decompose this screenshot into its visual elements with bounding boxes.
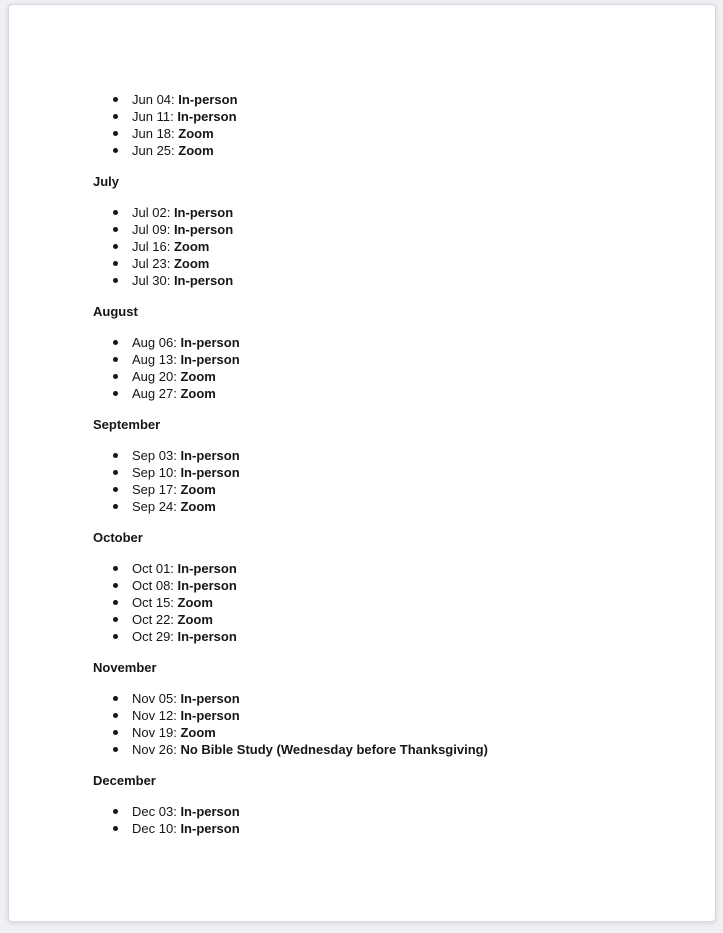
bullet-icon: [113, 340, 118, 345]
date-separator: :: [171, 126, 179, 141]
date-separator: :: [166, 205, 174, 220]
bullet-icon: [113, 261, 118, 266]
bullet-icon: [113, 504, 118, 509]
list-item: [93, 91, 675, 108]
meeting-mode: Zoom: [180, 482, 216, 497]
date-label: Jun 25: [132, 143, 172, 158]
meeting-mode: In-person: [180, 821, 240, 836]
list-item: [93, 255, 675, 272]
date-label: Dec 03: [132, 804, 174, 819]
date-list: [93, 560, 675, 645]
date-label: Nov 26: [132, 742, 174, 757]
bullet-icon: [113, 97, 118, 102]
list-item: [93, 560, 675, 577]
date-separator: :: [173, 386, 181, 401]
bullet-icon: [113, 148, 118, 153]
month-heading: November: [93, 660, 157, 675]
meeting-mode: In-person: [173, 222, 234, 237]
date-list: [93, 447, 675, 515]
meeting-mode: In-person: [180, 708, 240, 723]
month-heading: September: [93, 417, 161, 432]
meeting-mode: In-person: [173, 205, 234, 220]
bullet-icon: [113, 357, 118, 362]
list-item: [93, 690, 675, 707]
date-separator: :: [170, 612, 178, 627]
meeting-mode: In-person: [177, 629, 237, 644]
bullet-icon: [113, 391, 118, 396]
list-item: [93, 577, 675, 594]
month-heading: July: [93, 174, 120, 189]
list-item: [93, 125, 675, 142]
date-label: Jun 11: [132, 109, 171, 124]
date-list: [93, 334, 675, 402]
date-separator: :: [173, 369, 181, 384]
date-label: Jul 09: [132, 222, 167, 237]
list-item: [93, 481, 675, 498]
date-label: Jul 30: [132, 273, 167, 288]
date-label: Sep 24: [132, 499, 174, 514]
bullet-icon: [113, 453, 118, 458]
bullet-icon: [113, 583, 118, 588]
meeting-mode: In-person: [177, 561, 237, 576]
list-item: [93, 368, 675, 385]
meeting-mode: In-person: [173, 273, 234, 288]
list-item: [93, 334, 675, 351]
meeting-mode: In-person: [180, 691, 240, 706]
list-item: [93, 707, 675, 724]
date-separator: :: [170, 109, 178, 124]
meeting-mode: Zoom: [180, 725, 216, 740]
list-item: [93, 741, 675, 758]
bullet-icon: [113, 809, 118, 814]
date-label: Aug 06: [132, 335, 174, 350]
date-separator: :: [170, 578, 178, 593]
date-separator: :: [173, 742, 181, 757]
bullet-icon: [113, 470, 118, 475]
meeting-mode: In-person: [177, 109, 237, 124]
meeting-mode: In-person: [180, 352, 240, 367]
date-separator: :: [173, 335, 181, 350]
date-separator: :: [170, 629, 178, 644]
date-label: Nov 12: [132, 708, 174, 723]
list-item: [93, 628, 675, 645]
date-separator: :: [173, 821, 181, 836]
month-heading: October: [93, 530, 143, 545]
month-heading: December: [93, 773, 156, 788]
date-label: Aug 27: [132, 386, 174, 401]
list-item: [93, 724, 675, 741]
date-list: [93, 690, 675, 758]
bullet-icon: [113, 114, 118, 119]
date-label: Jun 18: [132, 126, 172, 141]
list-item: [93, 385, 675, 402]
meeting-mode: Zoom: [180, 499, 216, 514]
bullet-icon: [113, 713, 118, 718]
schedule-content: [9, 5, 715, 837]
date-label: Oct 01: [132, 561, 171, 576]
list-item: [93, 204, 675, 221]
date-separator: :: [166, 222, 174, 237]
bullet-icon: [113, 600, 118, 605]
list-item: [93, 238, 675, 255]
date-label: Sep 03: [132, 448, 174, 463]
document-page: [8, 4, 716, 922]
bullet-icon: [113, 696, 118, 701]
bullet-icon: [113, 730, 118, 735]
date-label: Nov 05: [132, 691, 174, 706]
date-separator: :: [171, 143, 179, 158]
month-heading: August: [93, 304, 138, 319]
date-separator: :: [166, 273, 174, 288]
bullet-icon: [113, 747, 118, 752]
date-label: Aug 20: [132, 369, 174, 384]
date-separator: :: [166, 239, 174, 254]
bullet-icon: [113, 566, 118, 571]
bullet-icon: [113, 617, 118, 622]
meeting-mode: In-person: [180, 448, 240, 463]
bullet-icon: [113, 487, 118, 492]
date-separator: :: [170, 595, 178, 610]
date-separator: :: [173, 804, 181, 819]
date-label: Aug 13: [132, 352, 174, 367]
meeting-mode: Zoom: [180, 386, 216, 401]
meeting-mode: Zoom: [173, 239, 210, 254]
date-label: Oct 22: [132, 612, 171, 627]
date-list: [93, 91, 675, 159]
date-label: Oct 08: [132, 578, 171, 593]
date-separator: :: [170, 561, 178, 576]
date-separator: :: [171, 92, 179, 107]
bullet-icon: [113, 131, 118, 136]
date-label: Oct 29: [132, 629, 171, 644]
date-label: Dec 10: [132, 821, 174, 836]
meeting-mode: Zoom: [178, 143, 214, 158]
list-item: [93, 351, 675, 368]
list-item: [93, 464, 675, 481]
date-separator: :: [173, 465, 181, 480]
date-label: Nov 19: [132, 725, 174, 740]
date-separator: :: [173, 352, 181, 367]
list-item: [93, 142, 675, 159]
list-item: [93, 447, 675, 464]
date-label: Sep 17: [132, 482, 174, 497]
date-label: Jul 16: [132, 239, 167, 254]
date-label: Oct 15: [132, 595, 171, 610]
bullet-icon: [113, 634, 118, 639]
meeting-mode: In-person: [177, 578, 237, 593]
meeting-mode: In-person: [180, 335, 240, 350]
list-item: [93, 272, 675, 289]
meeting-mode: Zoom: [180, 369, 216, 384]
list-item: [93, 221, 675, 238]
meeting-mode: Zoom: [178, 126, 214, 141]
bullet-icon: [113, 210, 118, 215]
meeting-mode: Zoom: [177, 595, 213, 610]
meeting-mode: Zoom: [173, 256, 210, 271]
bullet-icon: [113, 244, 118, 249]
list-item: [93, 498, 675, 515]
list-item: [93, 594, 675, 611]
date-separator: :: [166, 256, 174, 271]
date-separator: :: [173, 499, 181, 514]
meeting-mode: In-person: [180, 804, 240, 819]
list-item: [93, 820, 675, 837]
meeting-mode: In-person: [178, 92, 238, 107]
date-list: [93, 803, 675, 837]
meeting-mode: In-person: [180, 465, 240, 480]
date-label: Jul 23: [132, 256, 167, 271]
list-item: [93, 108, 675, 125]
date-separator: :: [173, 482, 181, 497]
bullet-icon: [113, 374, 118, 379]
bullet-icon: [113, 826, 118, 831]
meeting-mode: Zoom: [177, 612, 213, 627]
date-label: Sep 10: [132, 465, 174, 480]
meeting-mode: No Bible Study (Wednesday before Thanksgiving): [180, 742, 488, 757]
date-label: Jun 04: [132, 92, 172, 107]
date-list: [93, 204, 675, 289]
date-separator: :: [173, 448, 181, 463]
bullet-icon: [113, 227, 118, 232]
bullet-icon: [113, 278, 118, 283]
list-item: [93, 611, 675, 628]
date-separator: :: [173, 708, 181, 723]
date-separator: :: [173, 725, 181, 740]
list-item: [93, 803, 675, 820]
date-label: Jul 02: [132, 205, 167, 220]
date-separator: :: [173, 691, 181, 706]
